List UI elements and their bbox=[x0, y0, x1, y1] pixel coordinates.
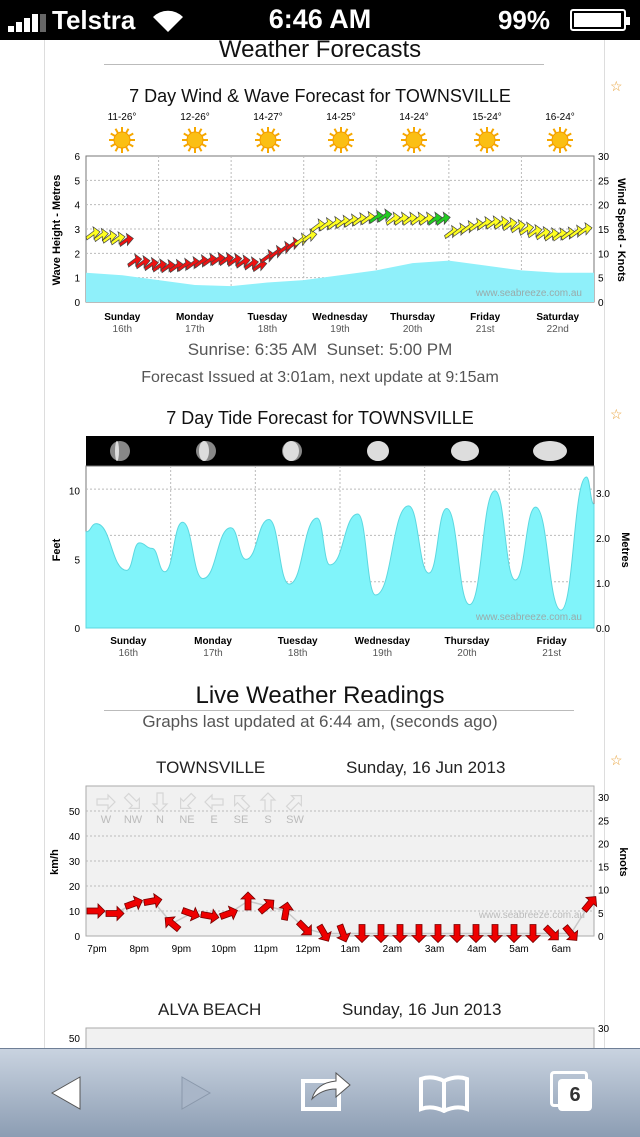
page-heading: Weather Forecasts bbox=[218, 40, 422, 63]
moon-phase-icon bbox=[367, 441, 389, 461]
date-label: 22nd bbox=[546, 324, 569, 335]
moon-phase-icon bbox=[110, 441, 130, 461]
tick: 6 bbox=[74, 152, 80, 163]
date-label: 19th bbox=[372, 648, 393, 659]
kmh-axis-label: km/h bbox=[49, 849, 61, 875]
sun-icon bbox=[109, 127, 135, 153]
time-label: 3am bbox=[424, 944, 445, 955]
web-page[interactable] bbox=[0, 40, 640, 1048]
day-label: Thursday bbox=[390, 312, 436, 323]
tick: 0 bbox=[598, 932, 604, 943]
tick: 0 bbox=[74, 932, 80, 943]
wind-wave-title: 7 Day Wind & Wave Forecast for TOWNSVILLE bbox=[129, 86, 511, 106]
day-label: Thursday bbox=[444, 636, 490, 647]
live-wind-chart-2 bbox=[0, 1022, 640, 1048]
tide-title: 7 Day Tide Forecast for TOWNSVILLE bbox=[166, 408, 474, 428]
direction-label: SE bbox=[233, 814, 249, 826]
status-bar bbox=[0, 0, 640, 40]
time-label: 4am bbox=[467, 944, 487, 955]
date-label: 20th bbox=[402, 324, 423, 335]
tick: 25 bbox=[598, 176, 610, 188]
knots-axis-label: knots bbox=[617, 847, 629, 877]
moon-phase-icon bbox=[199, 441, 209, 461]
tick: 1.0 bbox=[596, 578, 610, 590]
day-label: Sunday bbox=[104, 312, 141, 323]
date-label: 17th bbox=[203, 648, 223, 659]
temp-range: 15-24° bbox=[472, 112, 502, 123]
tick: 4 bbox=[74, 200, 80, 212]
moon-phase-icon bbox=[115, 441, 119, 461]
tick: 5 bbox=[598, 908, 604, 920]
tick: 2.0 bbox=[596, 533, 610, 545]
tick: 30 bbox=[68, 857, 80, 868]
tick: 3 bbox=[74, 225, 80, 236]
browser-toolbar bbox=[0, 1048, 640, 1137]
graphs-updated: Graphs last updated at 6:44 am, (seconds ago) bbox=[142, 712, 498, 731]
feet-axis-label: Feet bbox=[51, 538, 63, 562]
live-wind-chart bbox=[0, 780, 640, 960]
direction-label: NE bbox=[179, 814, 195, 826]
watermark: www.seabreeze.com.au bbox=[475, 288, 582, 299]
sun-icon bbox=[474, 127, 500, 153]
day-label: Friday bbox=[536, 636, 567, 647]
tick: 20 bbox=[68, 882, 80, 893]
direction-label: S bbox=[264, 814, 272, 826]
tick: 0 bbox=[598, 298, 604, 309]
tick: 0 bbox=[74, 624, 80, 635]
favourite-star-icon[interactable]: ☆ bbox=[610, 78, 623, 94]
tabs-count: 6 bbox=[558, 1079, 592, 1111]
time-label: 11pm bbox=[253, 944, 278, 955]
bookmarks-button[interactable] bbox=[418, 1073, 470, 1113]
clock: 6:46 AM bbox=[268, 4, 372, 34]
day-label: Monday bbox=[175, 312, 214, 323]
tide-chart bbox=[0, 434, 640, 674]
direction-label: SW bbox=[286, 814, 304, 826]
temp-range: 16-24° bbox=[545, 112, 575, 123]
tick: 0.0 bbox=[596, 624, 610, 635]
time-label: 2am bbox=[382, 944, 403, 955]
time-label: 8pm bbox=[129, 944, 149, 955]
station-name: TOWNSVILLE bbox=[156, 758, 266, 777]
carrier: Telstra bbox=[52, 5, 136, 35]
day-label: Wednesday bbox=[312, 312, 368, 323]
tick: 5 bbox=[598, 273, 604, 285]
sun-icon bbox=[401, 127, 427, 153]
tick: 10 bbox=[598, 249, 610, 261]
sun-times bbox=[0, 340, 640, 360]
direction-label: N bbox=[156, 814, 164, 826]
tick: 20 bbox=[598, 200, 610, 212]
time-label: 7pm bbox=[87, 944, 107, 955]
watermark: www.seabreeze.com.au bbox=[475, 612, 582, 623]
tick: 15 bbox=[598, 862, 610, 874]
date-label: 18th bbox=[287, 648, 308, 659]
tick: 10 bbox=[68, 486, 80, 498]
direction-label: NW bbox=[123, 814, 143, 826]
station2-name: ALVA BEACH bbox=[158, 1000, 262, 1019]
tick: 30 bbox=[598, 152, 610, 163]
station-date: Sunday, 16 Jun 2013 bbox=[346, 758, 506, 777]
live-readings-title: Live Weather Readings bbox=[195, 682, 445, 709]
date-label: 21st bbox=[542, 648, 562, 659]
day-label: Tuesday bbox=[247, 312, 288, 323]
moon-phase-icon bbox=[283, 441, 299, 461]
tick: 30 bbox=[598, 1024, 610, 1035]
tick: 50 bbox=[68, 807, 80, 818]
forecast-issued: Forecast Issued at 3:01am, next update at 9:15am bbox=[141, 369, 499, 386]
sun-icon bbox=[182, 127, 208, 153]
date-label: 18th bbox=[257, 324, 278, 335]
date-label: 17th bbox=[185, 324, 205, 335]
tabs-button[interactable] bbox=[550, 1071, 594, 1113]
day-label: Saturday bbox=[536, 312, 580, 323]
time-label: 9pm bbox=[171, 944, 192, 955]
station2-date: Sunday, 16 Jun 2013 bbox=[342, 1000, 502, 1019]
tick: 2 bbox=[74, 249, 80, 261]
temp-range: 14-27° bbox=[253, 112, 283, 123]
date-label: 20th bbox=[457, 648, 477, 659]
date-label: 19th bbox=[330, 324, 350, 335]
tick: 0 bbox=[74, 298, 80, 309]
temp-range: 14-24° bbox=[399, 112, 429, 123]
tick: 50 bbox=[68, 1034, 80, 1045]
moon-phase-icon bbox=[533, 441, 567, 461]
tick: 10 bbox=[598, 885, 610, 897]
favourite-star-icon[interactable]: ☆ bbox=[610, 752, 623, 768]
tick: 15 bbox=[598, 225, 610, 236]
sunset: Sunset: 5:00 PM bbox=[326, 340, 453, 359]
watermark: www.seabreeze.com.au bbox=[478, 910, 585, 921]
forward-button[interactable] bbox=[176, 1071, 216, 1115]
day-label: Tuesday bbox=[277, 636, 318, 647]
tick: 10 bbox=[68, 907, 80, 918]
sun-icon bbox=[255, 127, 281, 153]
back-button[interactable] bbox=[46, 1071, 86, 1115]
sunrise: Sunrise: 6:35 AM bbox=[187, 340, 318, 359]
share-button[interactable] bbox=[300, 1067, 352, 1115]
tick: 1 bbox=[74, 273, 80, 285]
time-label: 1am bbox=[340, 944, 360, 955]
direction-label: W bbox=[100, 814, 112, 826]
time-label: 10pm bbox=[211, 944, 237, 955]
day-label: Wednesday bbox=[354, 636, 411, 647]
day-label: Monday bbox=[194, 636, 232, 647]
temp-range: 11-26° bbox=[107, 112, 137, 123]
date-label: 16th bbox=[112, 324, 133, 335]
day-label: Sunday bbox=[110, 636, 147, 647]
metres-axis-label: Metres bbox=[619, 532, 631, 568]
temp-range: 14-25° bbox=[326, 112, 356, 123]
day-label: Friday bbox=[470, 312, 501, 323]
tick: 3.0 bbox=[596, 488, 610, 500]
favourite-star-icon[interactable]: ☆ bbox=[610, 406, 623, 422]
tick: 20 bbox=[598, 839, 610, 851]
time-label: 12pm bbox=[295, 944, 321, 955]
date-label: 21st bbox=[475, 324, 495, 335]
sun-icon bbox=[547, 127, 573, 153]
tick: 25 bbox=[598, 816, 610, 828]
tick: 5 bbox=[74, 176, 80, 188]
tick: 40 bbox=[68, 832, 80, 843]
temp-range: 12-26° bbox=[180, 112, 210, 123]
wind-axis-label: Wind Speed - Knots bbox=[615, 178, 627, 282]
tick: 5 bbox=[74, 555, 80, 567]
sun-icon bbox=[328, 127, 354, 153]
wave-axis-label: Wave Height - Metres bbox=[51, 174, 63, 286]
battery-percent: 99% bbox=[497, 5, 550, 35]
moon-phase-icon bbox=[451, 441, 479, 461]
tick: 30 bbox=[598, 793, 610, 805]
time-label: 6am bbox=[551, 944, 571, 955]
date-label: 16th bbox=[118, 648, 139, 659]
battery-icon bbox=[570, 9, 626, 31]
time-label: 5am bbox=[509, 944, 529, 955]
direction-label: E bbox=[210, 814, 218, 826]
